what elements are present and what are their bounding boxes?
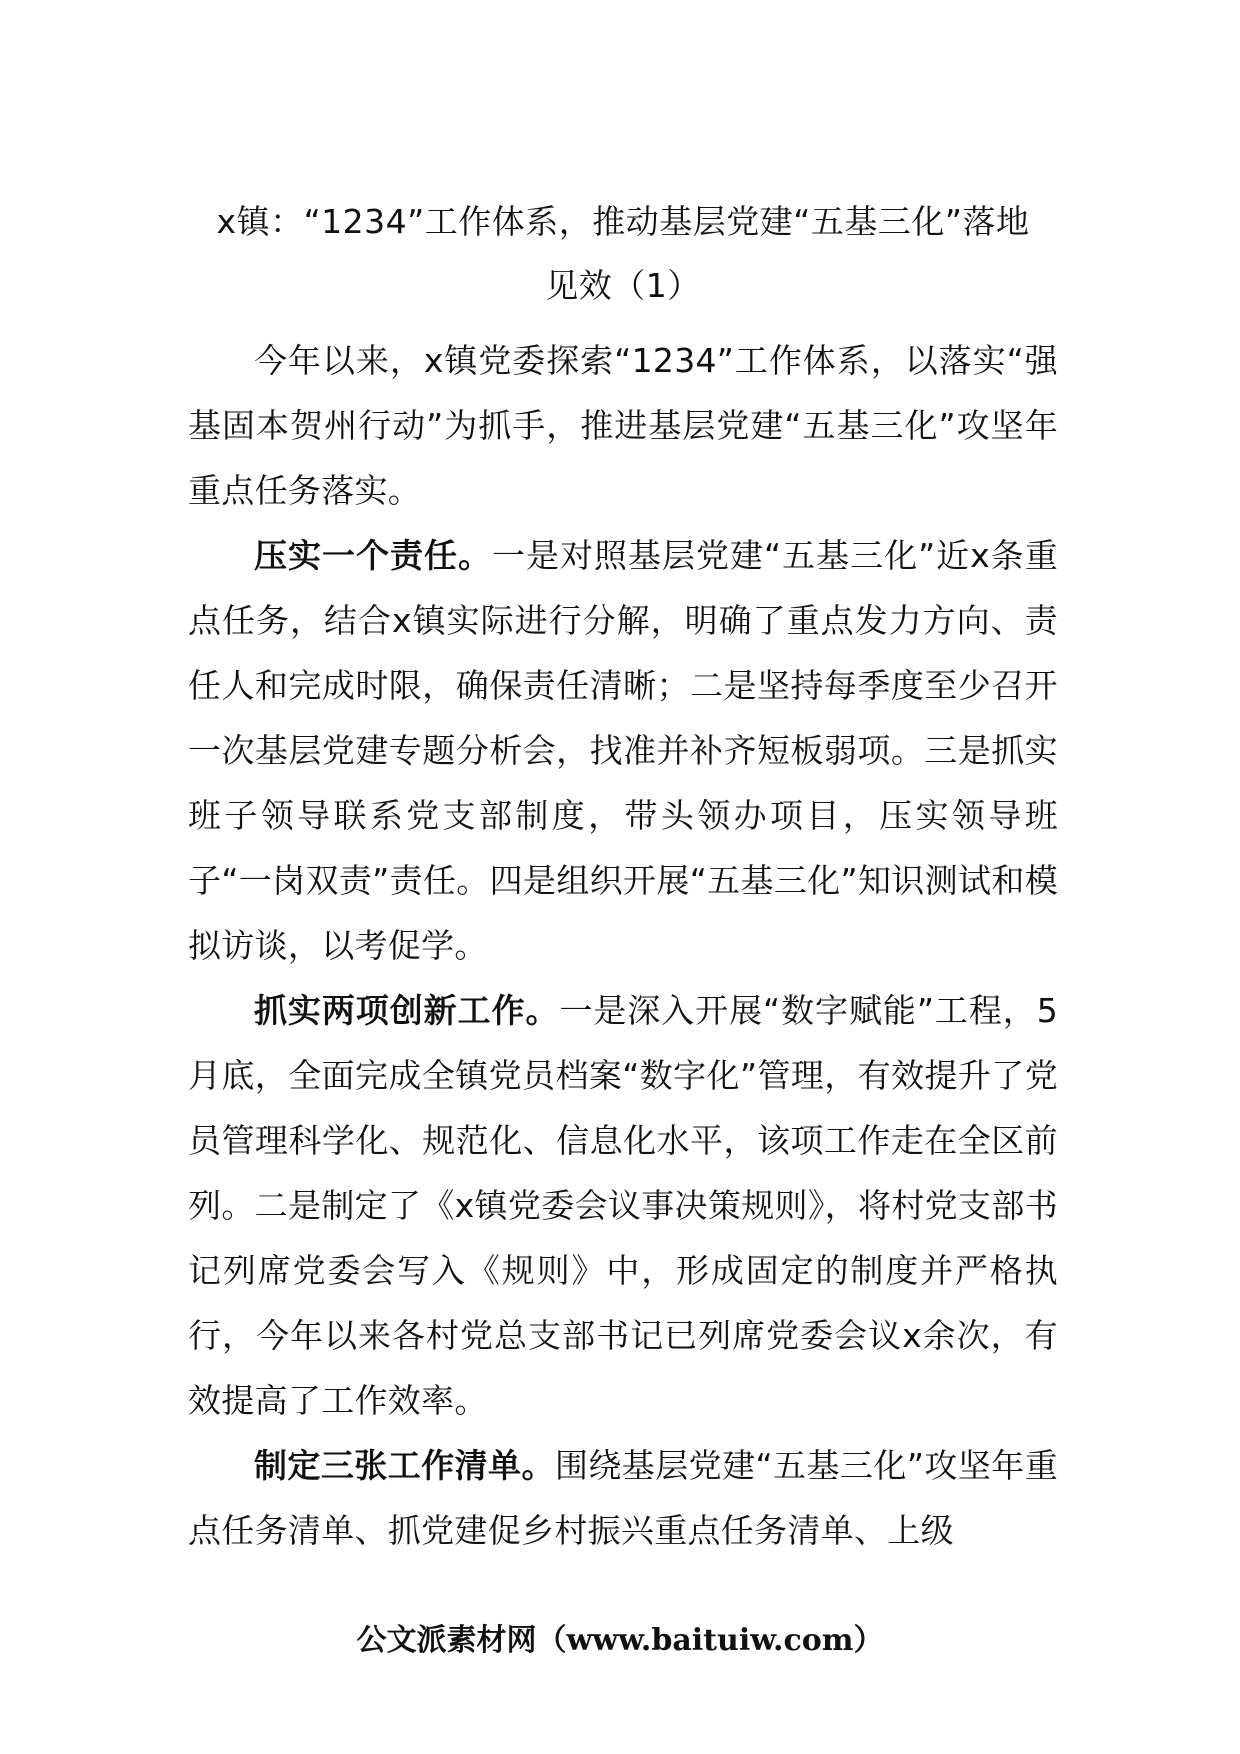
footer-watermark-text: 公文派素材网（www.baituiw.com） — [356, 1623, 884, 1658]
document-title — [188, 190, 1058, 318]
paragraph-text: 一是对照基层党建“五基三化”近x条重点任务，结合x镇实际进行分解，明确了重点发力方向、责任人和完成时限，确保责任清晰；二是坚持每季度至少召开一次基层党建专题分析会，找准并补齐短板弱项。三是抓实班子领导联系党支部制度，带头领办项目，压实领导班子“一岗双责”责任。四是组织开展“五基三化”知识测试和模拟访谈，以考促学。 — [188, 536, 1058, 965]
paragraph-lead: 压实一个责任。 — [254, 536, 492, 575]
paragraph-lead: 制定三张工作清单。 — [254, 1446, 555, 1485]
title-line-1: x镇：“1234”工作体系，推动基层党建“五基三化”落地 — [216, 202, 1030, 241]
paragraph-responsibility — [188, 523, 1058, 978]
paragraph-text: 一是深入开展“数字赋能”工程，5月底，全面完成全镇党员档案“数字化”管理，有效提升了党员管理科学化、规范化、信息化水平，该项工作走在全区前列。二是制定了《x镇党委会议事决策规则》，将村党支部书记列席党委会写入《规则》中，形成固定的制度并严格执行，今年以来各村党总支部书记已列席党委会议x余次，有效提高了工作效率。 — [188, 991, 1058, 1420]
document-body — [188, 328, 1058, 1563]
title-line-2: 见效（1） — [545, 266, 701, 305]
paragraph-intro — [188, 328, 1058, 523]
paragraph-checklists — [188, 1433, 1058, 1563]
paragraph-text: 今年以来，x镇党委探索“1234”工作体系，以落实“强基固本贺州行动”为抓手，推进基层党建“五基三化”攻坚年重点任务落实。 — [188, 341, 1058, 510]
paragraph-text: 围绕基层党建“五基三化”攻坚年重点任务清单、抓党建促乡村振兴重点任务清单、上级 — [188, 1446, 1058, 1550]
paragraph-lead: 抓实两项创新工作。 — [254, 991, 560, 1030]
paragraph-innovation — [188, 978, 1058, 1433]
